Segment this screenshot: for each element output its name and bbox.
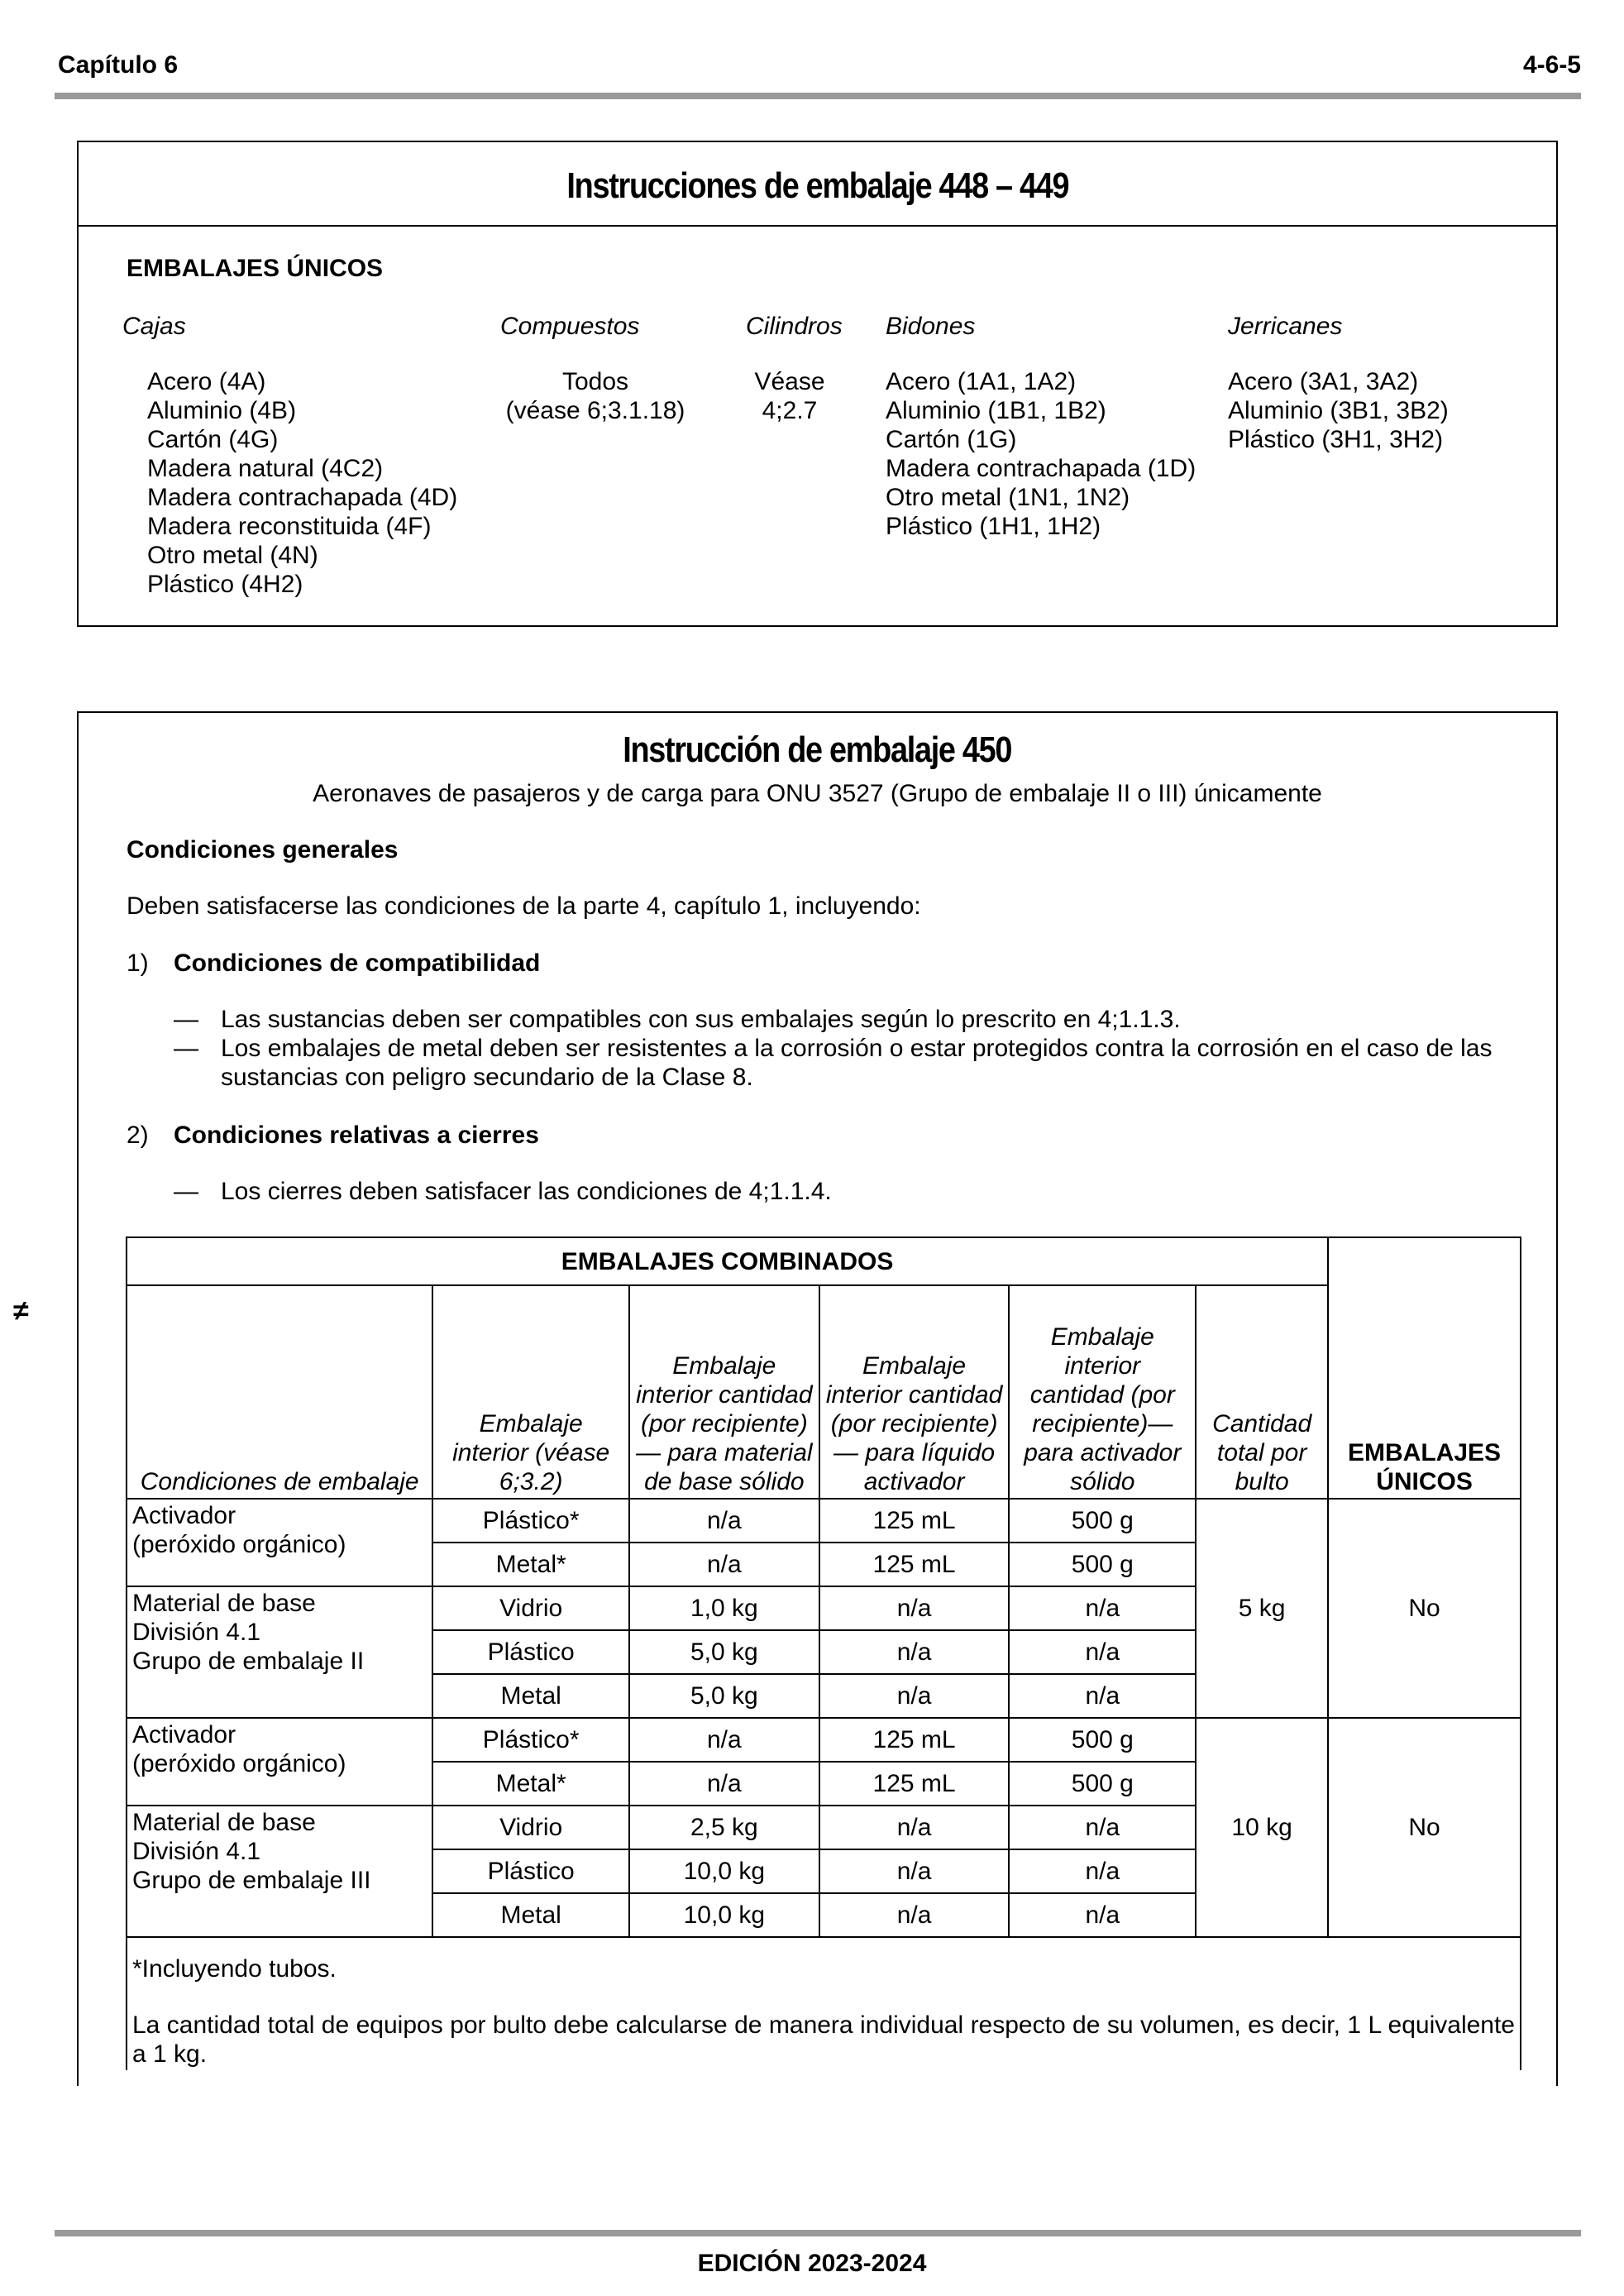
table-cell: 5,0 kg	[629, 1630, 819, 1674]
table-cell: Metal	[432, 1674, 629, 1718]
table-cell: n/a	[1009, 1586, 1196, 1630]
table-cell: Metal	[432, 1893, 629, 1937]
pi448-col-head-4: Jerricanes	[1228, 313, 1343, 340]
table-cell: 500 g	[1009, 1718, 1196, 1762]
table-cell: n/a	[1009, 1893, 1196, 1937]
c1-item-1: Las sustancias deben ser compatibles con sus embalajes según lo prescrito en 4;1.1.3.	[221, 1006, 1181, 1033]
c1-dash-2: —	[174, 1035, 198, 1062]
general-text: Deben satisfacerse las condiciones de la parte 4, capítulo 1, incluyendo:	[127, 892, 921, 920]
c1-heading: Condiciones de compatibilidad	[174, 949, 541, 977]
pi448-item: Cartón (1G)	[886, 426, 1017, 453]
condition-label: Material de base División 4.1 Grupo de embalaje III	[127, 1806, 432, 1937]
table-cell: n/a	[819, 1630, 1010, 1674]
table-cell: n/a	[819, 1806, 1010, 1849]
single-packaging-value: No	[1328, 1499, 1521, 1718]
table-cell: n/a	[819, 1586, 1010, 1630]
table-cell: 125 mL	[819, 1762, 1010, 1806]
packing-table	[126, 1236, 1521, 2070]
pi448-item: Madera reconstituida (4F)	[147, 513, 432, 540]
c2-heading: Condiciones relativas a cierres	[174, 1122, 539, 1149]
table-cell: n/a	[629, 1718, 819, 1762]
header-rule	[55, 93, 1581, 99]
c1-number: 1)	[127, 949, 149, 977]
pi448-item: Plástico (3H1, 3H2)	[1228, 426, 1444, 453]
table-cell: n/a	[1009, 1849, 1196, 1893]
table-cell: 125 mL	[819, 1718, 1010, 1762]
edition-label: EDICIÓN 2023-2024	[697, 2250, 927, 2277]
table-cell: n/a	[1009, 1630, 1196, 1674]
pi448-title-bar	[79, 142, 1556, 227]
c2-item-1: Los cierres deben satisfacer las condiciones de 4;1.1.4.	[221, 1178, 832, 1205]
note-tubes: *Incluyendo tubos.	[132, 1955, 337, 1983]
pi448-item: Madera contrachapada (4D)	[147, 484, 458, 511]
pi448-item: Todos	[561, 368, 629, 395]
c2-dash-1: —	[174, 1178, 198, 1205]
general-heading: Condiciones generales	[127, 836, 399, 863]
table-cell: 500 g	[1009, 1499, 1196, 1543]
pi448-item: Plástico (4H2)	[147, 571, 303, 598]
table-cell: Metal*	[432, 1543, 629, 1586]
pi448-item: 4;2.7	[762, 397, 818, 424]
pi448-item: Otro metal (4N)	[147, 542, 318, 569]
pi448-col-head-1: Compuestos	[500, 313, 640, 340]
table-cell: 125 mL	[819, 1499, 1010, 1543]
table-header-row	[127, 1285, 1521, 1499]
pi448-item: Cartón (4G)	[147, 426, 279, 453]
table-cell: 5,0 kg	[629, 1674, 819, 1718]
pi448-col-list-4	[1228, 367, 1526, 454]
pi448-col-list-2	[728, 367, 852, 425]
pi448-item: Madera natural (4C2)	[147, 455, 384, 482]
pi448-item: Madera contrachapada (1D)	[886, 455, 1197, 482]
table-cell: n/a	[1009, 1674, 1196, 1718]
table-cell: Plástico	[432, 1849, 629, 1893]
total-quantity: 5 kg	[1196, 1499, 1328, 1718]
column-header: Condiciones de embalaje	[127, 1285, 432, 1499]
pi448-col-head-0: Cajas	[122, 313, 186, 340]
column-header: Embalaje interior (véase 6;3.2)	[432, 1285, 629, 1499]
pi448-section: EMBALAJES ÚNICOS	[127, 255, 384, 282]
c1-item-2: Los embalajes de metal deben ser resistentes a la corrosión o estar protegidos contra la corrosión en el caso de las sustancias con peligro secundario de la Clase 8.	[221, 1035, 1493, 1091]
total-quantity: 10 kg	[1196, 1718, 1328, 1937]
column-header: Embalaje interior cantidad (por recipiente)— para líquido activador	[819, 1285, 1010, 1499]
condition-label: Activador (peróxido orgánico)	[127, 1718, 432, 1806]
table-row	[127, 1499, 1521, 1543]
table-cell: Vidrio	[432, 1806, 629, 1849]
table-cell: 1,0 kg	[629, 1586, 819, 1630]
pi448-box	[77, 141, 1558, 627]
chapter-label: Capítulo 6	[58, 51, 179, 79]
table-cell: 125 mL	[819, 1543, 1010, 1586]
pi448-col-head-3: Bidones	[886, 313, 976, 340]
table-cell: Vidrio	[432, 1586, 629, 1630]
pi448-col-list-1	[475, 367, 715, 425]
pi448-item: Otro metal (1N1, 1N2)	[886, 484, 1130, 511]
table-cell: n/a	[819, 1893, 1010, 1937]
column-header: Embalaje interior cantidad (por recipiente)— para activador sólido	[1009, 1285, 1196, 1499]
condition-label: Material de base División 4.1 Grupo de embalaje II	[127, 1586, 432, 1718]
pi450-subtitle: Aeronaves de pasajeros y de carga para ONU 3527 (Grupo de embalaje II o III) únicamente	[313, 780, 1322, 807]
table-row	[127, 1718, 1521, 1762]
table-cell: n/a	[629, 1543, 819, 1586]
pi448-item: Acero (1A1, 1A2)	[886, 368, 1077, 395]
table-cell: 10,0 kg	[629, 1893, 819, 1937]
notes-cell	[127, 1937, 1521, 2070]
pi448-title: Instrucciones de embalaje 448 – 449	[566, 165, 1068, 206]
table-cell: 500 g	[1009, 1543, 1196, 1586]
pi448-item: Plástico (1H1, 1H2)	[886, 513, 1101, 540]
table-cell: n/a	[819, 1849, 1010, 1893]
pi448-item: Véase	[754, 368, 825, 395]
margin-change-mark: ≠	[13, 1295, 29, 1327]
notes-row	[127, 1937, 1521, 2070]
c2-number: 2)	[127, 1122, 149, 1149]
condition-label: Activador (peróxido orgánico)	[127, 1499, 432, 1586]
single-header: EMBALAJES ÚNICOS	[1328, 1237, 1521, 1499]
table-cell: 2,5 kg	[629, 1806, 819, 1849]
column-header: Cantidad total por bulto	[1196, 1285, 1328, 1499]
table-cell: Plástico	[432, 1630, 629, 1674]
pi448-col-list-3	[886, 367, 1233, 541]
table-cell: 500 g	[1009, 1762, 1196, 1806]
pi448-item: (véase 6;3.1.18)	[505, 397, 685, 424]
table-cell: Metal*	[432, 1762, 629, 1806]
pi448-col-head-2: Cilindros	[746, 313, 843, 340]
table-cell: Plástico*	[432, 1718, 629, 1762]
table-cell: n/a	[1009, 1806, 1196, 1849]
table-cell: Plástico*	[432, 1499, 629, 1543]
single-packaging-value: No	[1328, 1718, 1521, 1937]
page-number: 4-6-5	[1522, 51, 1581, 79]
footer-rule	[55, 2230, 1581, 2236]
c1-dash-1: —	[174, 1006, 198, 1033]
table-cell: n/a	[819, 1674, 1010, 1718]
table-header-row	[127, 1237, 1521, 1285]
pi448-item: Acero (3A1, 3A2)	[1228, 368, 1419, 395]
table-cell: n/a	[629, 1499, 819, 1543]
pi450-title: Instrucción de embalaje 450	[623, 729, 1012, 770]
pi448-item: Aluminio (4B)	[147, 397, 297, 424]
combined-header: EMBALAJES COMBINADOS	[127, 1237, 1328, 1285]
column-header: Embalaje interior cantidad (por recipiente)— para material de base sólido	[629, 1285, 819, 1499]
pi448-item: Aluminio (1B1, 1B2)	[886, 397, 1106, 424]
note-total-quantity: La cantidad total de equipos por bulto debe calcularse de manera individual respecto de su volumen, es decir, 1 L equivalente a 1 kg.	[132, 2011, 1515, 2068]
table-cell: 10,0 kg	[629, 1849, 819, 1893]
table-cell: n/a	[629, 1762, 819, 1806]
pi448-item: Aluminio (3B1, 3B2)	[1228, 397, 1449, 424]
pi448-item: Acero (4A)	[147, 368, 266, 395]
